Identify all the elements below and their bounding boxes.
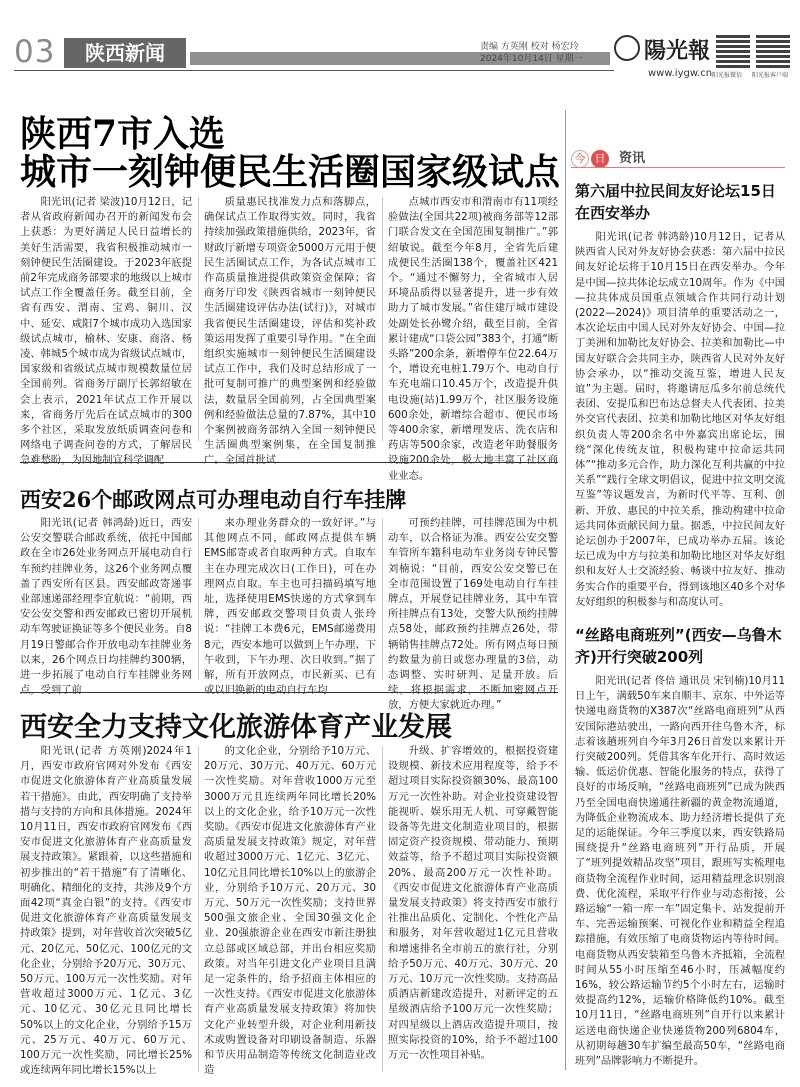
sidebar-divider: [565, 110, 566, 1070]
today-label: 资讯: [619, 151, 646, 166]
sidebar-news1-body: 阳光讯(记者 韩鸿龄)10月12日，记者从陕西省人民对外友好协会获悉：第六届中拉民间友好论坛将于10月15日在西安举办。今年是中国—拉共体论坛成立10周年。作为《中国—拉共体成员国重点领域合作共同行动计划(2022—2024)》项目清单的重要活动之一，本次论坛由中国人民对外友好协会、中国—拉丁美洲和加勒比友好协会、拉美和加勒比—中国友好联合会共同主办，陕西省人民对外友好协会承办，以“推动交流互鉴，增进人民友谊”为主题。届时，将邀请厄瓜多尔前总统代表团、安提瓜和巴布达总督夫人代表团、拉美外交官代表团、拉美和加勒比地区对华友好组织负责人等200余名中外嘉宾出席论坛，围绕“深化传统友谊，积极构建中拉命运共同体”“推动多元合作，助力深化互利共赢的中拉关系”“践行全球文明倡议，促进中拉文明交流互鉴”等议题发言，为新时代平等、互利、创新、开放、惠民的中拉关系，推动构建中拉命运共同体贡献民间力量。据悉，中拉民间友好论坛创办于2007年，已成功举办五届。该论坛已成为中方与拉美和加勒比地区对华友好组织和友好人士交流经验、畅谈中拉友好、推动务实合作的重要平台，得到该地区40多个对华友好组织的积极参与和高度认可。: [575, 231, 785, 608]
column-divider: [198, 518, 199, 680]
article3-title: 西安全力支持文化旅游体育产业发展: [20, 712, 452, 743]
qr-label-app: 阳光报客户端: [752, 72, 789, 79]
sidebar-news1-title: 第六届中拉民间友好论坛15日在西安举办: [575, 182, 776, 222]
header-rule: [14, 70, 614, 71]
article2-column-2: 来办理业务群众的一致好评。”与其他网点不同，邮政网点提供车辆EMS邮寄或者自取两种方式。自取车主在办理完成次日(工作日)，可在办理网点自取。车主也可扫描码填写地址，选择使用EMS快递的方式拿到车牌，西安邮政交警项目负责人张玲说：“挂牌工本费6元，EMS邮递费用8元，西安本地可以做到上午办理、下午收到，下午办理、次日收到。”据了解，所有开放网点，市民新买、已有或以旧换新的电动自行车均: [204, 517, 376, 697]
article1-title-line1: 陕西7市入选: [20, 113, 226, 155]
page-number: 03: [14, 34, 56, 70]
qr-label-wechat: 阳光报微信: [712, 72, 743, 79]
column-divider: [198, 197, 199, 441]
issue-date: 2024年10月14日 星期一: [480, 54, 583, 64]
sidebar-news2-title: “丝路电商班列”(西安—乌鲁木齐)开行突破200列: [575, 626, 782, 666]
column-divider: [382, 518, 383, 680]
article2-title: 西安26个邮政网点可办理电动自行车挂牌: [20, 487, 407, 512]
article-separator: [20, 462, 558, 463]
today-rule: [571, 167, 785, 168]
editor-credit: 责编 方英刚 校对 杨宏玲: [480, 42, 579, 52]
sun-logo-icon: [614, 35, 640, 61]
column-divider: [382, 746, 383, 1072]
edition-credits: [480, 41, 583, 65]
article3-column-2: 的文化企业，分别给予10万元、20万元、30万元、40万元、60万元一次性奖励。对年营收1000万元至3000万元且连续两年同比增长20%以上的文化企业，给予10万元一次性奖励。《西安市促进文化旅游体育产业高质量发展支持政策》规定，对年营收超过3000万元、1亿元、3亿元、10亿元且同比增长10%以上的旅游企业，分别给予10万元、20万元、30万元、50万元一次性奖励；支持世界500强文旅企业、全国30强文化企业、20强旅游企业在西安市新注册独立总部或区域总部，并出台相应奖励政策。对当年引进文化产业项目且满足一定条件的，给予招商主体相应的一次性支持。《西安市促进文化旅游体育产业高质量发展支持政策》将加快文化产业转型升级，对企业利用新技术或购置设备对印刷设备制造、乐器和节庆用品制造等传统文化制造业改造: [204, 745, 376, 1077]
today-news-header: [571, 147, 785, 169]
wechat-qr-icon: [716, 34, 750, 68]
article3-column-3: 升级、扩容增效的，根据投资建设规模、新技术应用程度等，给予不超过项目实际投资额30%、最高100万元一次性补助。对企业投资建设智能视听、娱乐用无人机、可穿戴智能设备等先进文化制造业项目的，根据固定资产投资规模、带动能力、预期效益等，给予不超过项目实际投资额20%、最高200万元一次性补助。《西安市促进文化旅游体育产业高质量发展支持政策》将支持西安市旅行社推出品质化、定制化、个性化产品和服务，对年营收超过1亿元且营收和增速排名全市前五的旅行社，分别给予50万元、40万元、30万元、20万元、10万元一次性奖励。支持高品质酒店新建改造提升，对新评定的五星级酒店给予100万元一次性奖励；对四星级以上酒店改造提升项目，按照实际投资的10%，给予不超过100万元一次性项目补贴。: [388, 745, 558, 1062]
article1-title-line2: 城市一刻钟便民生活圈国家级试点: [20, 151, 561, 193]
article-separator: [20, 692, 558, 693]
column-divider: [382, 197, 383, 441]
section-name: 陕西新闻: [64, 38, 186, 68]
article2-column-1: 阳光讯(记者 韩鸿龄)近日，西安公安交警联合邮政系统，依托中国邮政在全市26处业务网点开展电动自行车预约挂牌业务，这26个业务网点覆盖了西安所有区县。西安邮政寄递事业部速递部经理李宜航说：“前期，西安公安交警和西安邮政已密切开展机动车驾驶证换证等多个便民业务。自8月19日警邮合作开放电动车挂牌业务以来，26个网点日均挂牌约300辆，进一步拓展了电动自行车挂牌业务网点，受到了前: [20, 517, 192, 697]
article3-column-1: 阳光讯(记者 方英刚)2024年1月，西安市政府官网对外发布《西安市促进文化旅游体育产业高质量发展若干措施》。由此，西安明确了支持举措与支持的方向和具体措施。2024年10月11日，西安市政府官网发布《西安市促进文化旅游体育产业高质量发展支持政策》。紧跟着，以这些措施和初步推出的“若干措施”有了清晰化、明确化、精细化的支持，共涉及9个方面42项“真金白银”的支持。《西安市促进文化旅游体育产业高质量发展支持政策》提到，对年营收首次突破5亿元、20亿元、50亿元、100亿元的文化企业，分别给予20万元、30万元、50万元、100万元一次性奖励。对年营收超过3000万元、1亿元、3亿元、10亿元、30亿元且同比增长50%以上的文化企业，分别给予15万元、25万元、40万元、60万元、100万元一次性奖励，同比增长25%或连续两年同比增长15%以上: [20, 745, 192, 1077]
website-url: www.iygw.cn: [648, 68, 713, 79]
article1-column-3: 点城市西安市和渭南市有11项经验做法(全国共22项)被商务部等12部门联合发文在全国范围复制推广。”郭绍敏说。截至今年8月，全省先后建成便民生活圈138个，覆盖社区421个。“通过不懈努力，全省城市人居环境品质得以显著提升，进一步有效助力了城市发展。”省住建厅城市建设处副处长孙鹭介绍，截至目前，全省累计建成“口袋公园”383个，打通“断头路”200余条，新增停车位22.64万个，增设充电桩1.79万个、电动自行车充电端口10.45万个，改造提升供电设施(站)1.99万个，社区服务设施600余处，新增综合超市、便民市场等400余家，新增理发店、洗衣店和药店等500余家，改造老年助餐服务设施200余处，极大地丰富了社区商业业态。: [388, 196, 558, 482]
article1-column-1: 阳光讯(记者 梁波)10月12日，记者从省政府新闻办召开的新闻发布会上获悉：为更好满足人民日益增长的美好生活需要，我省积极推动城市一刻钟便民生活圈建设。于2023年底提前2年完成商务部要求的地级以上城市试点工作全覆盖任务。截至目前，全省有西安、渭南、宝鸡、铜川、汉中、延安、咸阳7个城市成功入选国家级试点城市，榆林、安康、商洛、杨凌、韩城5个城市成为省级试点城市，国家级和省级试点城市规模数量位居全国前列。省商务厅副厅长郭绍敏在会上表示，2021年试点工作开展以来，省商务厅先后在试点城市的300多个社区，采取发放纸质调查问卷和网络电子调查问卷的方式，了解居民急难愁盼，为因地制宜科学调配: [20, 196, 192, 467]
brand-name: 陽光報: [644, 38, 711, 64]
sidebar-news2-body: 阳光讯(记者 佟倍 通讯员 宋钊楠)10月11日上午，满载50车来自顺丰、京东、中外运等快递电商货物的X387次“丝路电商班列”从西安国际港站驶出，一路向西开往乌鲁木齐，标志着该趟班列自今年3月26日首发以来累计开行突破200列。凭借其客车化开行、高时效运输、低运价优惠、智能化服务的特点，获得了良好的市场反响，“丝路电商班列”已成为陕西乃至全国电商快递通往新疆的黄金物流通道，为降低企业物流成本、助力经济增长提供了充足的运能保证。今年三季度以来，西安铁路局围绕提升“丝路电商班列”开行品质，开展了“班列提效精品攻坚”项目，跟班写实梳理电商货物全流程作业时间，运用精益理念识别浪费、优化流程，采取平行作业与动态衔接，公路运输“一箱一库一车”固定集卡、站发提前开车、完善运输预案、可视化作业和精益全程追踪措施，有效压缩了电商货物运内等待时间。电商货物从西安装箱至乌鲁木齐抵箱，全流程时间从55小时压缩至46小时，压减幅度约16%，较公路运输节约5个小时左右，运输时效提高约12%，运输价格降低约10%。截至10月11日，“丝路电商班列”自开行以来累计运送电商快递企业快递货物200列6804车，从初期每趟30车扩编至最高50车，“丝路电商班列”品牌影响力不断提升。: [575, 675, 785, 1068]
today-char-1: 今: [571, 150, 589, 168]
article1-column-2: 质量惠民找准发力点和落脚点，确保试点工作取得实效。同时，我省持续加强政策措施供给，2023年，省财政厅新增专项资金5000万元用于便民生活圈试点工作，为各试点城市工作高质量推进提供政策资金保障；省商务厅印发《陕西省城市一刻钟便民生活圈建设评估办法(试行)》，对城市我省便民生活圈建设，评估和奖补政策运用发挥了重要引导作用。“在全面组织实施城市一刻钟便民生活圈建设试点工作中，我们及时总结形成了一批可复制可推广的典型案例和经验做法，数量居全国前列，占全国典型案例和经验做法总量的7.87%，其中10个案例被商务部纳入全国一刻钟便民生活圈典型案例集，在全国复制推广。全国首批试: [204, 196, 376, 467]
newspaper-logo: [614, 34, 710, 65]
article2-column-3: 可预约挂牌，可挂牌范围为中机动车，以合格证为准。西安公安交警车管所车籍科电动车业务岗专钟民警刘楠说：“目前，西安公安交警已在全市范围设置了169处电动自行车挂牌点，开展登记挂牌业务，其中车管所挂牌点有13处，交警大队预约挂牌点58处，邮政预约挂牌点26处，带辆销售挂牌点72处。所有网点每日预约数量为前日或您办理量的3倍，动态调整、实时研判、足量开放。后续，将根据需求，不断加密网点开放，方便大家就近办理。”: [388, 517, 558, 712]
today-char-2: 日: [591, 150, 609, 168]
column-divider: [198, 746, 199, 1072]
app-qr-icon: [756, 34, 790, 68]
